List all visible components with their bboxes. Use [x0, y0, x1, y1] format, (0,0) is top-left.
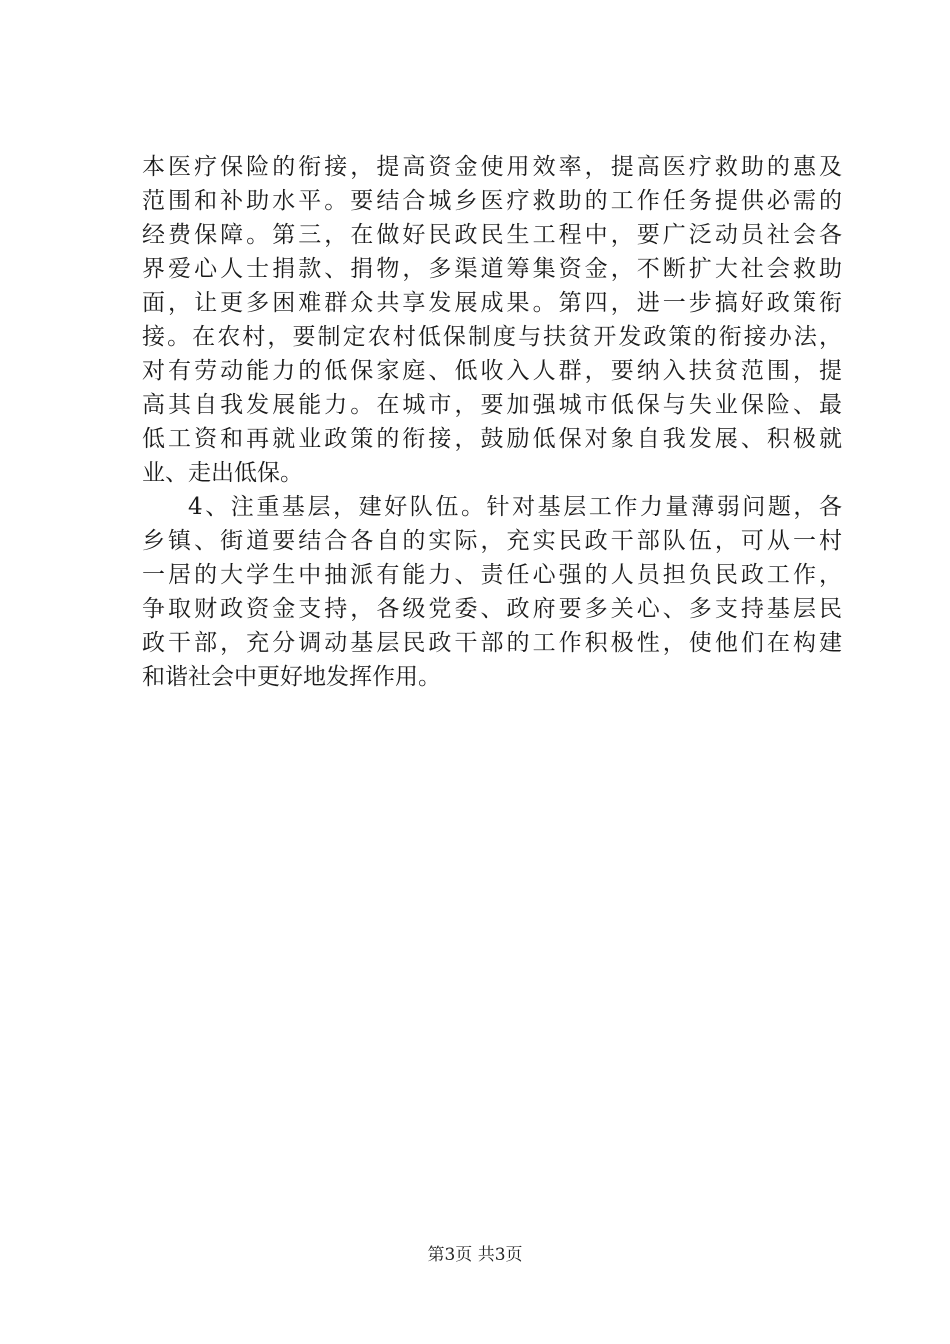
paragraph-line: 范围和补助水平。要结合城乡医疗救助的工作任务提供必需的 [142, 188, 842, 214]
paragraph-2 [142, 490, 842, 694]
paragraph-line: 和谐社会中更好地发挥作用。 [142, 664, 441, 690]
paragraph-line: 接。在农村，要制定农村低保制度与扶贫开发政策的衔接办法， [142, 324, 842, 350]
page-footer [0, 1244, 950, 1266]
paragraph-line: 对有劳动能力的低保家庭、低收入人群，要纳入扶贫范围，提 [142, 358, 842, 384]
paragraph-line: 经费保障。第三，在做好民政民生工程中，要广泛动员社会各 [142, 222, 842, 248]
paragraph-line: 乡镇、街道要结合各自的实际，充实民政干部队伍，可从一村 [142, 528, 842, 554]
paragraph-line: 低工资和再就业政策的衔接，鼓励低保对象自我发展、积极就 [142, 426, 842, 452]
document-body [142, 150, 842, 694]
paragraph-line: 本医疗保险的衔接，提高资金使用效率，提高医疗救助的惠及 [142, 154, 842, 180]
paragraph-line: 争取财政资金支持，各级党委、政府要多关心、多支持基层民 [142, 596, 842, 622]
paragraph-1 [142, 150, 842, 490]
paragraph-line: 面，让更多困难群众共享发展成果。第四，进一步搞好政策衔 [142, 290, 842, 316]
page-number-label: 第3页 共3页 [427, 1245, 523, 1265]
paragraph-line: 4、注重基层，建好队伍。针对基层工作力量薄弱问题，各 [188, 494, 842, 520]
paragraph-line: 界爱心人士捐款、捐物，多渠道筹集资金，不断扩大社会救助 [142, 256, 842, 282]
paragraph-line: 高其自我发展能力。在城市，要加强城市低保与失业保险、最 [142, 392, 842, 418]
paragraph-line: 政干部，充分调动基层民政干部的工作积极性，使他们在构建 [142, 630, 842, 656]
paragraph-line: 一居的大学生中抽派有能力、责任心强的人员担负民政工作， [142, 562, 842, 588]
paragraph-line: 业、走出低保。 [142, 460, 303, 486]
